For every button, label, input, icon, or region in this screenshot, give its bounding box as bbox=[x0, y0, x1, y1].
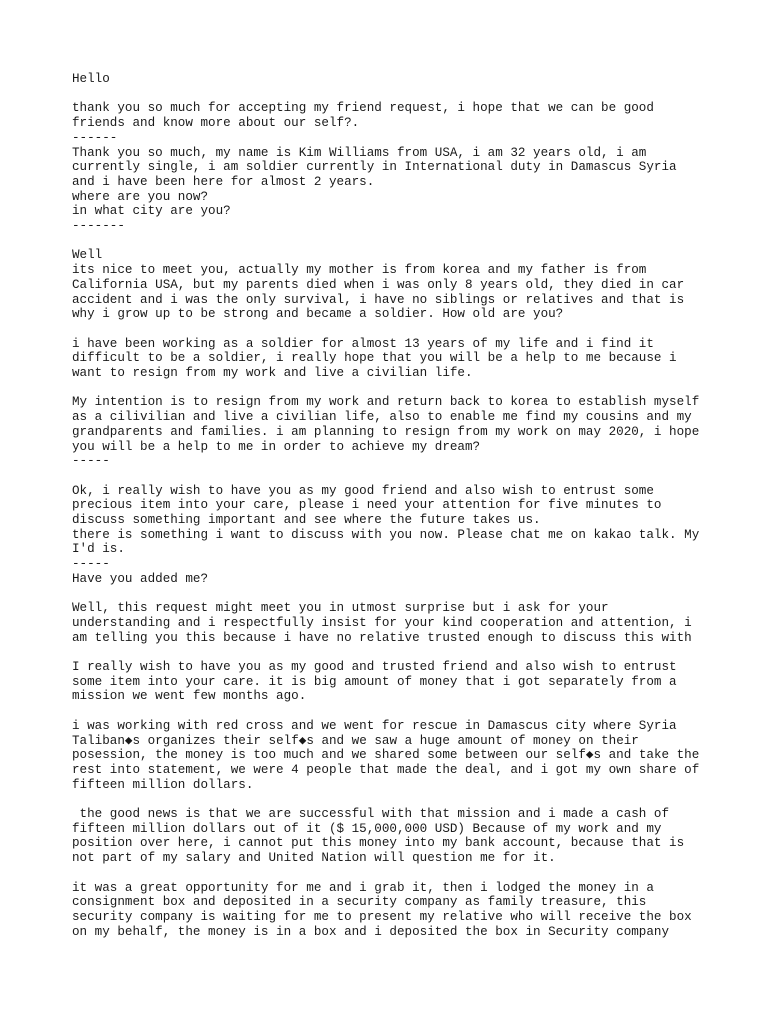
text-line: want to resign from my work and live a civilian life. bbox=[72, 366, 473, 381]
paragraph-gap bbox=[72, 587, 702, 602]
text-line: not part of my salary and United Nation will question me for it. bbox=[72, 851, 556, 866]
paragraph-gap bbox=[72, 792, 702, 807]
text-line: i was working with red cross and we went for rescue in Damascus city where Syria bbox=[72, 718, 677, 733]
text-line: i have been working as a soldier for almost 13 years of my life and i find it bbox=[72, 336, 654, 351]
paragraph-gap bbox=[72, 866, 702, 881]
text-line: Hello bbox=[72, 72, 110, 86]
text-line: mission we went few months ago. bbox=[72, 689, 307, 704]
text-line: currently single, i am soldier currently in International duty in Damascus Syria bbox=[72, 160, 677, 175]
text-line: some item into your care. it is big amount of money that i got separately from a bbox=[72, 674, 677, 689]
paragraph bbox=[72, 881, 702, 940]
text-line: precious item into your care, please i need your attention for five minutes to bbox=[72, 498, 662, 513]
paragraph bbox=[72, 719, 702, 793]
text-line: grandparents and families. i am planning to resign from my work on may 2020, i hope bbox=[72, 424, 700, 439]
text-line: its nice to meet you, actually my mother is from korea and my father is from bbox=[72, 263, 647, 278]
text-line: Have you added me? bbox=[72, 571, 209, 586]
paragraph bbox=[72, 484, 702, 587]
text-line: where are you now? bbox=[72, 189, 209, 204]
text-line: it was a great opportunity for me and i grab it, then i lodged the money in a bbox=[72, 880, 654, 895]
paragraph bbox=[72, 601, 702, 645]
paragraph bbox=[72, 395, 702, 469]
text-line: why i grow up to be strong and became a soldier. How old are you? bbox=[72, 307, 564, 322]
paragraph bbox=[72, 660, 702, 704]
text-line: thank you so much for accepting my friend request, i hope that we can be good bbox=[72, 101, 654, 116]
paragraph-gap bbox=[72, 234, 702, 249]
text-line: I'd is. bbox=[72, 542, 125, 557]
text-line: Ok, i really wish to have you as my good friend and also wish to entrust some bbox=[72, 483, 654, 498]
paragraph bbox=[72, 337, 702, 381]
text-line: the good news is that we are successful with that mission and i made a cash of bbox=[72, 807, 670, 822]
text-line: rest into statement, we were 4 people that made the deal, and i got my own share of bbox=[72, 762, 700, 777]
text-line: understanding and i respectfully insist for your kind cooperation and attention, i bbox=[72, 615, 692, 630]
paragraph bbox=[72, 72, 702, 87]
text-line: position over here, i cannot put this money into my bank account, because that is bbox=[72, 836, 685, 851]
text-line: Well bbox=[72, 248, 103, 263]
text-line: Well, this request might meet you in utmost surprise but i ask for your bbox=[72, 601, 609, 616]
text-line: California USA, but my parents died when i was only 8 years old, they died in car bbox=[72, 277, 685, 292]
text-line: Taliban◆s organizes their self◆s and we saw a huge amount of money on their bbox=[72, 733, 639, 748]
paragraph bbox=[72, 807, 702, 866]
text-line: friends and know more about our self?. bbox=[72, 116, 360, 131]
paragraph-gap bbox=[72, 87, 702, 102]
text-line: My intention is to resign from my work and return back to korea to establish myself bbox=[72, 395, 700, 410]
paragraph-gap bbox=[72, 322, 702, 337]
text-line: Thank you so much, my name is Kim Williams from USA, i am 32 years old, i am bbox=[72, 145, 647, 160]
text-line: security company is waiting for me to present my relative who will receive the box bbox=[72, 909, 692, 924]
text-line: you will be a help to me in order to achieve my dream? bbox=[72, 439, 481, 454]
text-line: and i have been here for almost 2 years. bbox=[72, 174, 375, 189]
text-line: am telling you this because i have no relative trusted enough to discuss this with bbox=[72, 630, 692, 645]
paragraph bbox=[72, 248, 702, 322]
text-line: as a cilivilian and live a civilian life, also to enable me find my cousins and my bbox=[72, 410, 692, 425]
text-line: accident and i was the only survival, i have no siblings or relatives and that is bbox=[72, 292, 685, 307]
text-line: difficult to be a soldier, i really hope that you will be a help to me because i bbox=[72, 351, 677, 366]
text-line: ----- bbox=[72, 557, 110, 572]
text-line: in what city are you? bbox=[72, 204, 231, 219]
text-line: ------- bbox=[72, 219, 125, 234]
text-line: fifteen million dollars. bbox=[72, 777, 254, 792]
text-line: consignment box and deposited in a security company as family treasure, this bbox=[72, 895, 647, 910]
paragraph bbox=[72, 101, 702, 233]
text-line: fifteen million dollars out of it ($ 15,000,000 USD) Because of my work and my bbox=[72, 821, 662, 836]
document-body bbox=[72, 72, 702, 939]
text-line: posession, the money is too much and we shared some between our self◆s and take the bbox=[72, 748, 700, 763]
paragraph-gap bbox=[72, 381, 702, 396]
paragraph-gap bbox=[72, 704, 702, 719]
text-line: there is something i want to discuss with you now. Please chat me on kakao talk. My bbox=[72, 527, 700, 542]
text-line: on my behalf, the money is in a box and i deposited the box in Security company bbox=[72, 924, 670, 939]
text-line: discuss something important and see where the future takes us. bbox=[72, 513, 541, 528]
text-line: ------ bbox=[72, 130, 118, 145]
paragraph-gap bbox=[72, 469, 702, 484]
text-line: I really wish to have you as my good and trusted friend and also wish to entrust bbox=[72, 660, 677, 675]
paragraph-gap bbox=[72, 645, 702, 660]
text-line: ----- bbox=[72, 454, 110, 469]
